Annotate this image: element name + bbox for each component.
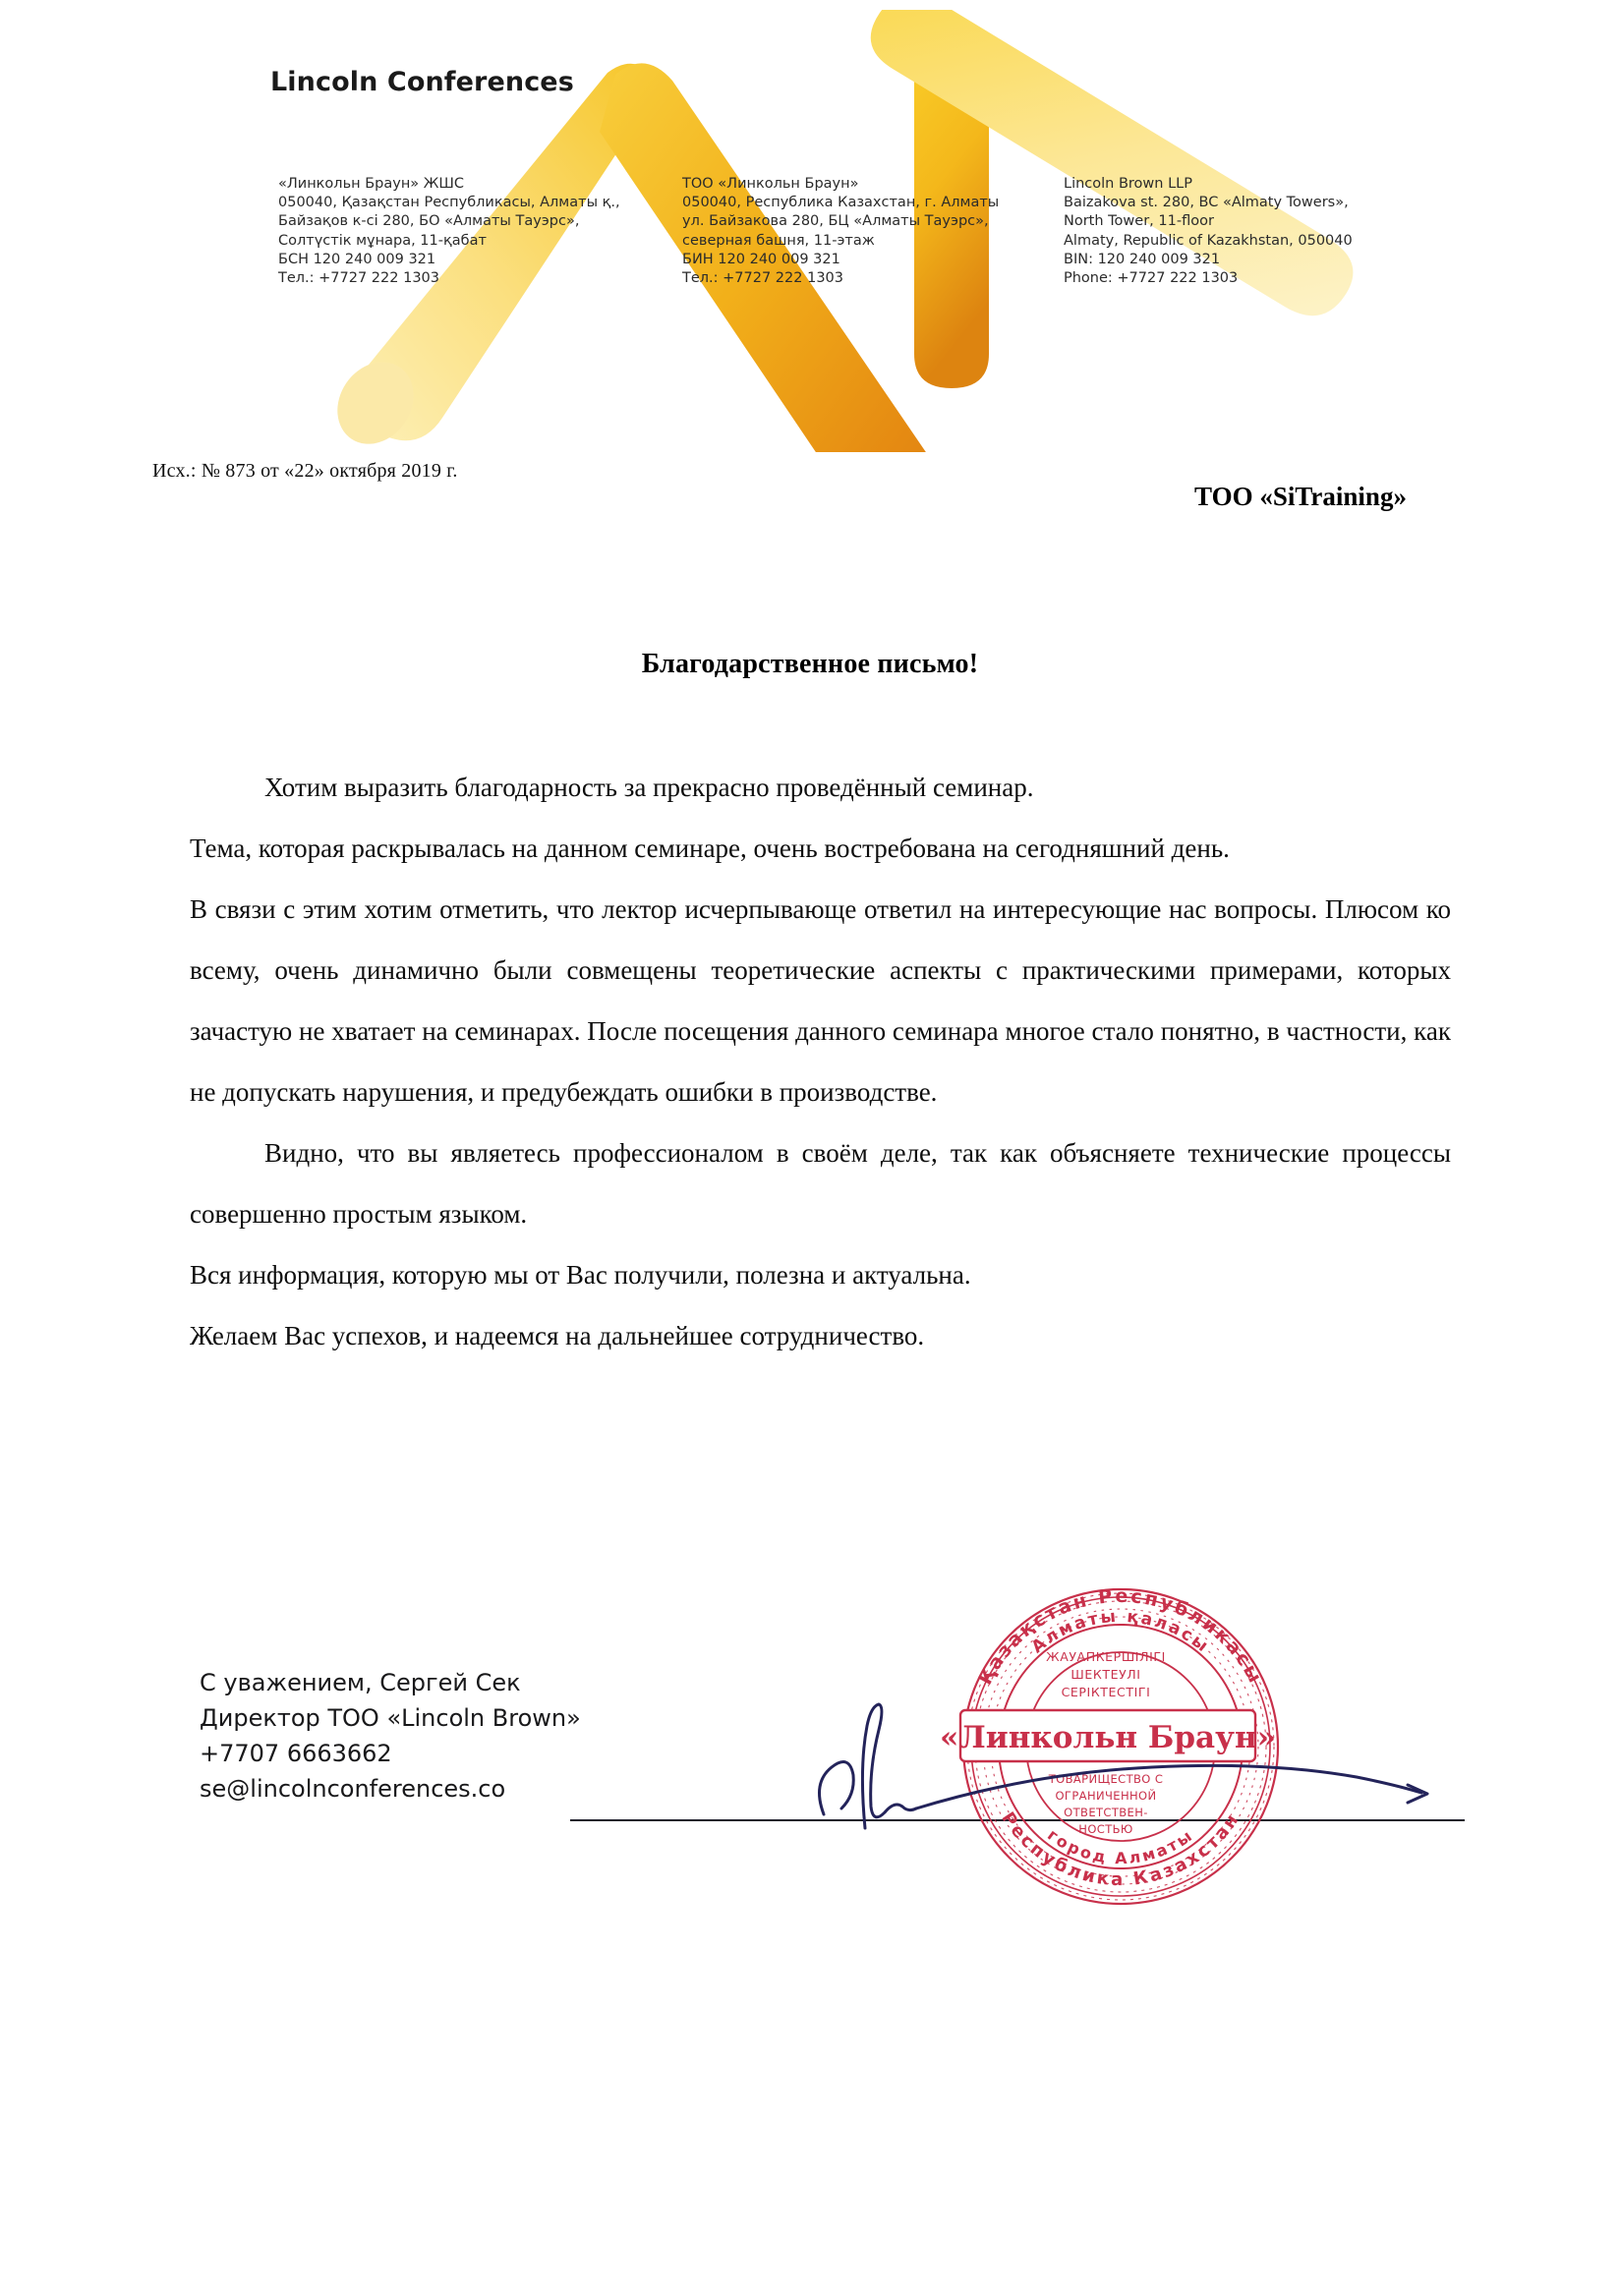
address-en-line2: Baizakova st. 280, BC «Almaty Towers», [1064,195,1349,211]
address-kk-line3: Байзақов к-сі 280, БО «Алматы Тауэрс», [278,213,580,230]
brandmark-text: Lincoln Conferences [270,67,574,97]
signature-block [200,1665,581,1807]
body-paragraph-5: Вся информация, которую мы от Вас получили, полезна и актуальна. [190,1260,971,1290]
seal-outer-bottom2-text: Республика Казахстан [997,1808,1244,1891]
seal-inner-top-line3: СЕРІКТЕСТІГІ [1061,1685,1151,1699]
address-ru-line4: северная башня, 11-этаж [682,232,875,249]
seal-inner-top-line1: ЖАУАПКЕРШІЛІГІ [1046,1649,1166,1664]
address-ru-line6: Тел.: +7727 222 1303 [682,270,843,287]
body-paragraph-1: Хотим выразить благодарность за прекрасно проведённый семинар. [264,773,1034,802]
address-en-line5: BIN: 120 240 009 321 [1064,251,1221,267]
seal-outer-bottom-text: город Алматы [1044,1825,1197,1868]
seal-inner-bottom-line4: НОСТЬЮ [1078,1822,1133,1836]
letter-body [190,757,1451,1366]
seal-inner-top-line2: ШЕКТЕУЛІ [1070,1667,1141,1682]
address-en-line4: Almaty, Republic of Kazakhstan, 050040 [1064,232,1353,249]
address-kk-line6: Тел.: +7727 222 1303 [278,270,439,287]
address-kk-line4: Солтүстік мұнара, 11-қабат [278,232,487,249]
address-block-english [1064,175,1353,288]
signature-closing: С уважением, Сергей Сек [200,1669,521,1696]
seal-inner-bottom-line3: ОТВЕТСТВЕН- [1064,1806,1148,1819]
seal-company-text: «Линкольн Браун» [939,1720,1277,1755]
address-kk-line2: 050040, Қазақстан Республикасы, Алматы қ., [278,195,620,211]
address-ru-line5: БИН 120 240 009 321 [682,251,840,267]
body-paragraph-2: Тема, которая раскрывалась на данном семинаре, очень востребована на сегодняшний день. [190,833,1230,863]
address-block-kazakh [278,175,620,288]
handwritten-signature [806,1698,1475,1846]
signature-phone: +7707 6663662 [200,1740,392,1767]
address-en-line6: Phone: +7727 222 1303 [1064,270,1239,287]
address-block-russian [682,175,999,288]
signature-email: se@lincolnconferences.co [200,1775,506,1803]
address-en-line1: Lincoln Brown LLP [1064,176,1192,192]
seal-outer-top-text: Қазақстан Республикасы [974,1584,1267,1689]
seal-outer-top2-text: Алматы қаласы [1027,1606,1214,1658]
address-ru-line3: ул. Байзакова 280, БЦ «Алматы Тауэрс», [682,213,989,230]
body-paragraph-6: Желаем Вас успехов, и надеемся на дальнейшее сотрудничество. [190,1321,925,1350]
outgoing-reference: Исх.: № 873 от «22» октября 2019 г. [152,460,458,482]
seal-inner-bottom-line2: ОГРАНИЧЕННОЙ [1055,1789,1157,1803]
seal-inner-bottom-line1: ТОВАРИЩЕСТВО С [1048,1772,1164,1786]
address-kk-line5: БСН 120 240 009 321 [278,251,436,267]
address-ru-line2: 050040, Республика Казахстан, г. Алматы [682,195,1000,211]
body-paragraph-3: В связи с этим хотим отметить, что лектор исчерпывающе ответил на интересующие нас вопросы. Плюсом ко всему, очень динамично были совмещены теоретические аспекты с практическими примерами, которых зачастую не хватает на семинарах. После посещения данного семинара многое стало понятно, в частности, как не допускать нарушения, и предубеждать ошибки в производстве. [190,894,1451,1107]
body-paragraph-4: Видно, что вы являетесь профессионалом в своём деле, так как объясняете технические процессы совершенно простым языком. [190,1138,1451,1229]
letterhead [0,0,1620,462]
address-ru-line1: ТОО «Линкольн Браун» [682,176,859,192]
address-kk-line1: «Линкольн Браун» ЖШС [278,176,465,192]
address-en-line3: North Tower, 11-floor [1064,213,1214,230]
address-columns [0,175,1620,293]
recipient-name: ТОО «SiTraining» [1194,482,1407,511]
page-title: Благодарственное письмо! [641,649,979,679]
signature-position: Директор ТОО «Lincoln Brown» [200,1704,581,1732]
